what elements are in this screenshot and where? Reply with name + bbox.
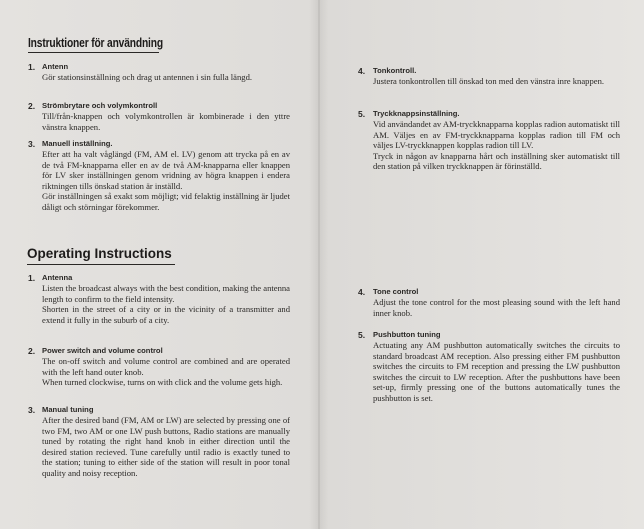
item-title: Tryckknappsinställning. [373,109,460,118]
item-paragraph: After the desired band (FM, AM or LW) are selected by pressing one of two FM, two AM or one LW push buttons, Radio stations are manually tuned by rotating the right hand knob in either direction until the desired station recieved. Tune carefully until radio is exactly tuned to the station; tuning to either side of the station will result in poor tonal quality and noisy reception. [42,415,290,478]
swedish-heading: Instruktioner för användning [28,36,163,50]
item-body [42,415,290,478]
item-title: Manual tuning [42,405,94,414]
item-number: 4. [358,287,366,297]
item-number: 2. [28,101,36,111]
item-paragraph: Listen the broadcast always with the best condition, making the antenna length to confirm to the field intensity. [42,283,290,304]
item-paragraph: Tryck in någon av knapparna hårt och inställning sker automatiskt till den station på vilken tryckknappen är förinställd. [373,150,620,171]
item-paragraph: Efter att ha valt våglängd (FM, AM el. LV) genom att trycka på en av de två FM-knapparna eller en av de två AM-knapparna eller knappen för LV sker inställningen genom vridning av högra knappen i endera riktningen tills önskad station är inställd. [42,149,290,191]
item-body [42,111,290,132]
item-body [373,340,620,403]
item-body [373,76,620,87]
item-body [373,119,620,172]
english-heading-underline [27,264,175,265]
item-paragraph: Actuating any AM pushbutton automatically switches the circuits to standard broadcast AM reception. Also pressing either FM pushbutton switches the circuits to FM reception and pressing the LW pushbutton switches the circuit to LW reception. After the pushbuttons have been set-up, firmly pressing one of the buttons automatically tunes the pushbutton is set. [373,340,620,403]
item-paragraph: Gör stationsinställning och drag ut antennen i sin fulla längd. [42,72,253,82]
item-body [42,72,290,83]
item-title: Antenn [42,62,69,71]
item-title: Manuell inställning. [42,139,113,148]
item-number: 3. [28,405,36,415]
item-title: Strömbrytare och volymkontroll [42,101,158,110]
item-body [42,283,290,325]
page-fold [318,0,320,529]
item-paragraph: Gör inställningen så exakt som möjligt; vid felaktig inställning är ljudet dåligt och störningar förekommer. [42,191,290,212]
item-body [373,297,620,318]
item-paragraph: Vid användandet av AM-tryckknapparna kopplas radion automatiskt till AM. Väljes en av FM-tryckknapparna kopplas radion till FM och väljes LV-tryckknappen kopplas radion till LV. [373,119,620,150]
item-title: Tone control [373,287,419,296]
item-title: Tonkontroll. [373,66,417,75]
item-number: 2. [28,346,36,356]
item-number: 5. [358,330,366,340]
item-body [42,149,290,212]
item-paragraph: Till/från-knappen och volymkontrollen är kombinerade i den yttre vänstra knappen. [42,111,290,132]
item-paragraph: Justera tonkontrollen till önskad ton med den vänstra inre knappen. [373,76,605,86]
item-paragraph: When turned clockwise, turns on with click and the volume gets high. [42,377,283,387]
item-paragraph: Adjust the tone control for the most pleasing sound with the left hand inner knob. [373,297,620,318]
item-title: Pushbutton tuning [373,330,441,339]
swedish-heading-underline [28,52,159,53]
item-number: 1. [28,273,36,283]
item-number: 1. [28,62,36,72]
item-paragraph: The on-off switch and volume control are combined and are operated with the left hand outer knob. [42,356,290,377]
item-number: 3. [28,139,36,149]
item-number: 5. [358,109,366,119]
english-heading: Operating Instructions [27,246,172,261]
item-title: Power switch and volume control [42,346,163,355]
item-body [42,356,290,388]
item-paragraph: Shorten in the street of a city or in the vicinity of a transmitter and extend it fully in the suburb of a city. [42,304,290,325]
item-title: Antenna [42,273,73,282]
item-number: 4. [358,66,366,76]
